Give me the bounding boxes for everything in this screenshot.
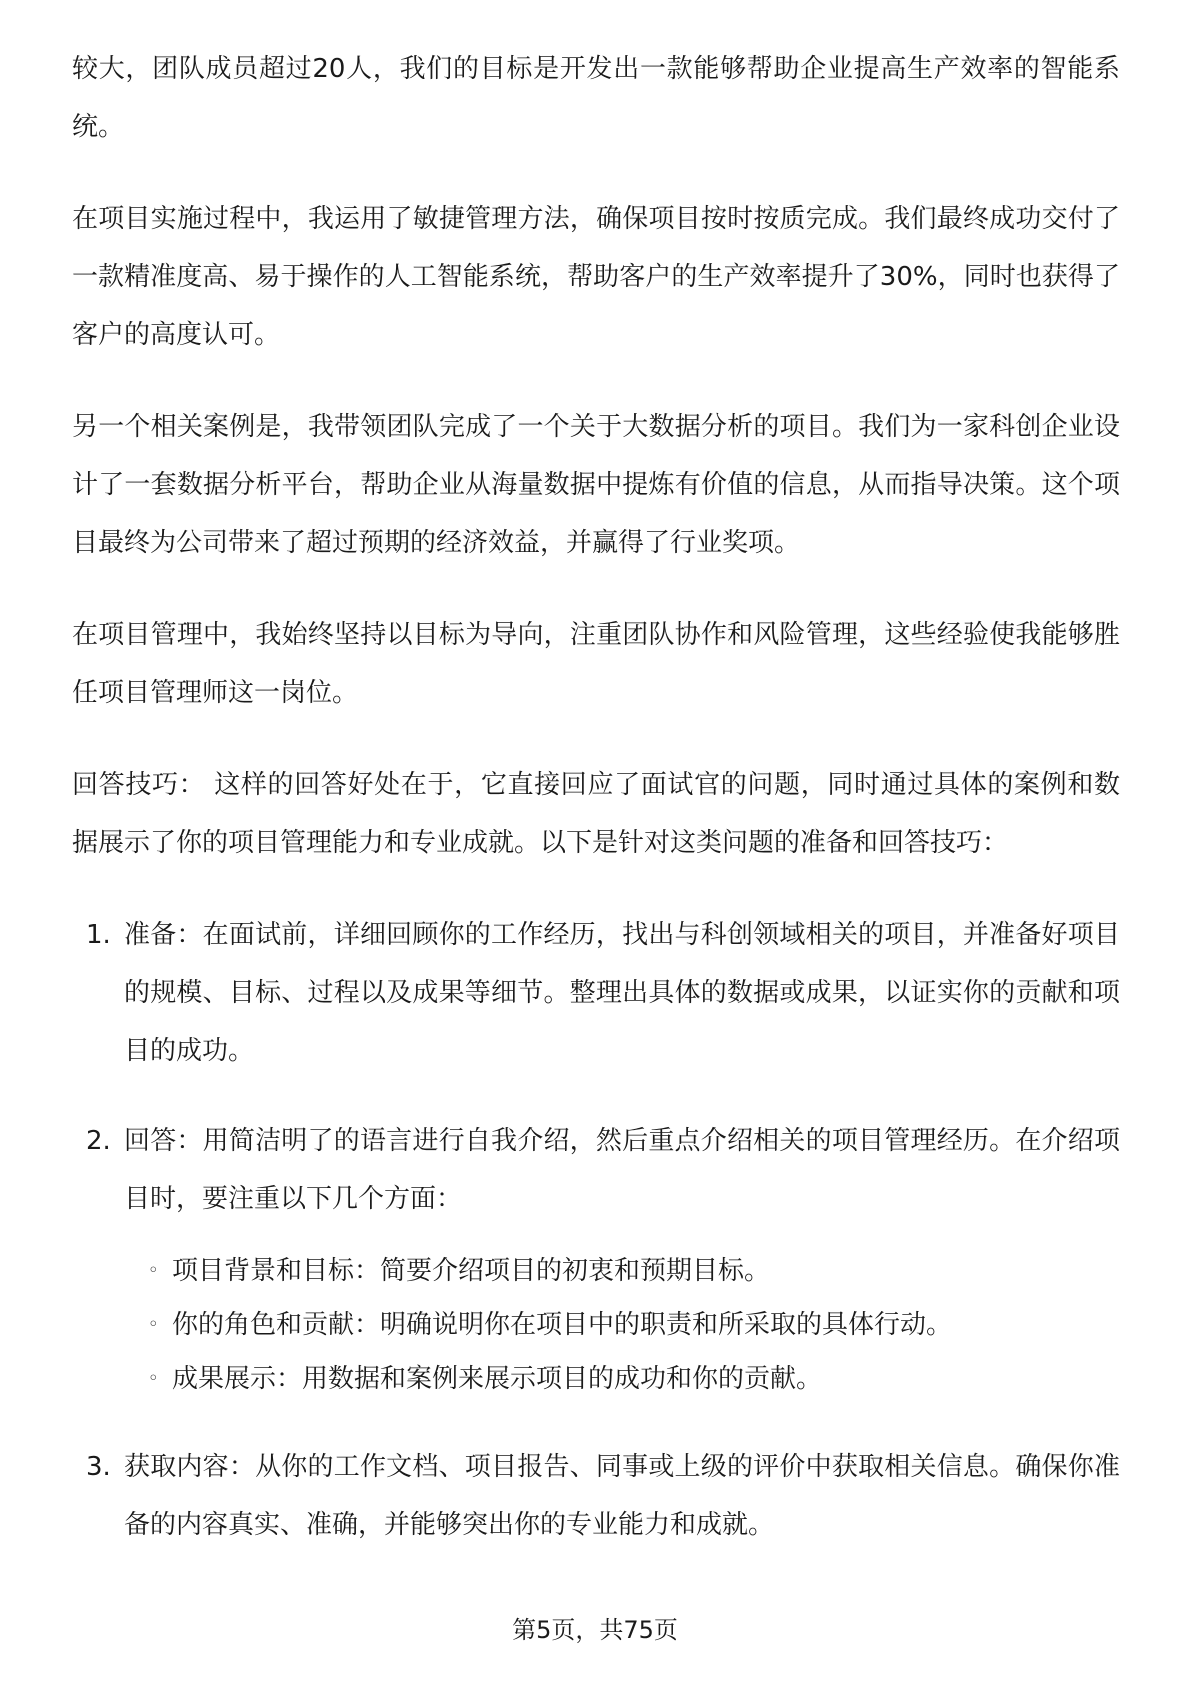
paragraph-implementation: 在项目实施过程中，我运用了敏捷管理方法，确保项目按时按质完成。我们最终成功交付了一款精准度高、易于操作的人工智能系统，帮助客户的生产效率提升了30%，同时也获得了客户的高度认可。 <box>72 204 1120 350</box>
paragraph-bigdata-case: 另一个相关案例是，我带领团队完成了一个关于大数据分析的项目。我们为一家科创企业设计了一套数据分析平台，帮助企业从海量数据中提炼有价值的信息，从而指导决策。这个项目最终为公司带来了超过预期的经济效益，并赢得了行业奖项。 <box>72 412 1120 558</box>
paragraph-answer-tips: 回答技巧： 这样的回答好处在于，它直接回应了面试官的问题，同时通过具体的案例和数据展示了你的项目管理能力和专业成就。以下是针对这类问题的准备和回答技巧： <box>72 770 1120 858</box>
list-item-text: 回答：用简洁明了的语言进行自我介绍，然后重点介绍相关的项目管理经历。在介绍项目时，要注重以下几个方面： <box>124 1126 1120 1214</box>
circle-bullet-icon: ◦ <box>148 1368 159 1389</box>
sub-list-item <box>124 1298 1120 1352</box>
list-item <box>72 1438 1120 1554</box>
list-item-text: 准备：在面试前，详细回顾你的工作经历，找出与科创领域相关的项目，并准备好项目的规模、目标、过程以及成果等细节。整理出具体的数据或成果，以证实你的贡献和项目的成功。 <box>124 920 1120 1066</box>
document-body <box>72 40 1120 1586</box>
page-number-footer: 第5页，共75页 <box>512 1616 678 1644</box>
circle-bullet-icon: ◦ <box>148 1260 159 1281</box>
list-number: 1. <box>86 920 111 950</box>
paragraph-management-summary: 在项目管理中，我始终坚持以目标为导向，注重团队协作和风险管理，这些经验使我能够胜任项目管理师这一岗位。 <box>72 620 1120 708</box>
paragraph-project-intro: 较大，团队成员超过20人，我们的目标是开发出一款能够帮助企业提高生产效率的智能系统。 <box>72 54 1120 142</box>
tips-list <box>72 906 1120 1554</box>
sub-list <box>124 1244 1120 1406</box>
circle-bullet-icon: ◦ <box>148 1314 159 1335</box>
list-item <box>72 906 1120 1080</box>
list-number: 2. <box>86 1126 111 1156</box>
list-number: 3. <box>86 1452 111 1482</box>
sub-list-item <box>124 1352 1120 1406</box>
sub-list-item-text: 成果展示：用数据和案例来展示项目的成功和你的贡献。 <box>172 1364 823 1394</box>
sub-list-item <box>124 1244 1120 1298</box>
list-item <box>72 1112 1120 1406</box>
sub-list-item-text: 你的角色和贡献：明确说明你在项目中的职责和所采取的具体行动。 <box>172 1310 953 1340</box>
list-item-text: 获取内容：从你的工作文档、项目报告、同事或上级的评价中获取相关信息。确保你准备的内容真实、准确，并能够突出你的专业能力和成就。 <box>124 1452 1120 1540</box>
sub-list-item-text: 项目背景和目标：简要介绍项目的初衷和预期目标。 <box>172 1256 771 1286</box>
